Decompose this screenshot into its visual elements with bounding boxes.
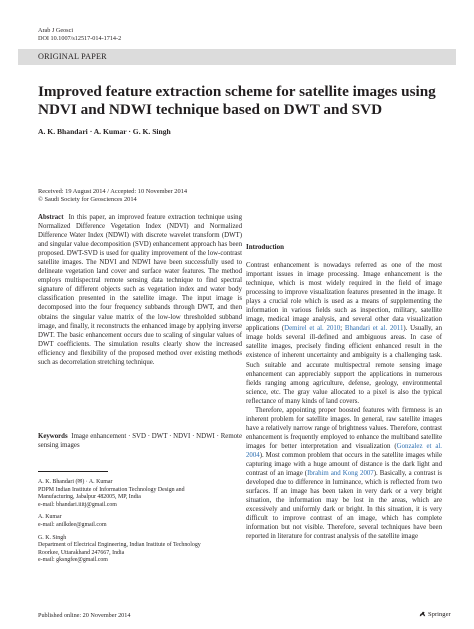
text-run: Therefore, appointing proper boosted features with firmness is an inherent problem for satellite images. In general, raw satellite images have a relatively narrow range of brightness values. Therefore, contrast enhancement is frequently employed to enhance the multiband satellite images for better interpretation and visualization ( — [246, 406, 442, 450]
keywords-label: Keywords — [38, 433, 68, 440]
keywords-text: Image enhancement · SVD · DWT · NDVI · NDWI · Remote sensing images — [38, 433, 243, 450]
affiliation-3-address: Roorkee, Uttarakhand 247667, India — [38, 549, 125, 556]
affiliation-1 — [38, 479, 242, 509]
article-type-banner — [18, 49, 456, 65]
affiliation-2-email: e-mail: anilkdee@gmail.com — [38, 521, 107, 528]
abstract-label: Abstract — [38, 214, 64, 221]
citation-link[interactable]: Demirel et al. 2010 — [284, 325, 341, 333]
keywords — [38, 432, 242, 450]
footnote-divider — [38, 471, 108, 472]
citation-link[interactable]: Bhandari et al. 2011 — [344, 325, 404, 333]
affiliation-1-names: A. K. Bhandari (✉) · A. Kumar — [38, 479, 113, 485]
abstract — [38, 213, 242, 367]
affiliation-3 — [38, 535, 242, 565]
affiliations — [38, 479, 242, 570]
affiliation-1-institute: PDPM Indian Institute of Information Technology Design and — [38, 486, 185, 493]
affiliation-1-address: Manufacturing, Jabalpur 482005, MP, India — [38, 494, 141, 501]
text-run: Contrast enhancement is nowadays referred as one of the most important issues in image processing. Image enhancement is the technique, which is most widely required in the field of image processing to improve visualization features presented in the image. It plays a crucial role which is used as a means of supplementing the information in various fields such as inspection, military, satellite image, medical image analysis, and several other data visualization applications ( — [246, 262, 442, 333]
doi: DOI 10.1007/s12517-014-1714-2 — [38, 35, 122, 42]
springer-horse-icon — [419, 611, 426, 617]
text-run: ). Usually, an image holds several ill-defined and ambiguous areas. In case of satellite images, precisely finding efficient enhanced result in the existence of inherent uncertainty and ambiguity is a challenging task. Such suitable and accurate multispectral remote sensing image enhancement can appreciably support the applications in numerous fields ranging among agriculture, defense, geology, environmental science, etc. The gray value allocated to a pixel is also the typical reflectance of many kinds of land covers. — [246, 325, 442, 405]
publisher-name: Springer — [428, 611, 451, 618]
journal-header — [38, 27, 121, 43]
affiliation-3-department: Department of Electrical Engineering, Indian Institute of Technology — [38, 542, 201, 549]
citation-link[interactable]: Ibrahim and Kong 2007 — [307, 470, 374, 478]
author-list: A. K. Bhandari · A. Kumar · G. K. Singh — [38, 127, 171, 136]
affiliation-2-name: A. Kumar — [38, 514, 62, 521]
text-run: ; — [340, 325, 345, 333]
introduction-heading: Introduction — [246, 243, 284, 251]
received-accepted: Received: 19 August 2014 / Accepted: 10 November 2014 — [38, 188, 188, 195]
introduction-body — [246, 261, 442, 541]
affiliation-1-email: e-mail: bhandari.iiitj@gmail.com — [38, 501, 117, 508]
article-type-label: ORIGINAL PAPER — [38, 52, 107, 61]
paper-title: Improved feature extraction scheme for satellite images using NDVI and NDWI technique based on DWT and SVD — [38, 83, 436, 118]
publication-dates — [38, 188, 187, 205]
citation-link[interactable]: Gonzalez et al. 2004 — [246, 442, 442, 459]
affiliation-2 — [38, 514, 242, 529]
introduction-paragraph-2 — [246, 406, 442, 542]
affiliation-3-email: e-mail: gksngfee@gmail.com — [38, 557, 108, 564]
text-run: ). Most common problem that occurs in the satellite images while capturing image with a huge amount of distance is the dark light and contrast of an image ( — [246, 451, 442, 478]
introduction-paragraph-1 — [246, 261, 442, 406]
text-run: ). Basically, a contrast is developed due to difference in luminance, which is reflected from two surfaces. If an image has been taken in very dark or a very bright situation, the information may be lost in the areas, which are excessively and uniformly dark or bright. In this situation, it is very difficult to improve contrast of an image, which has complete information but not visible. Therefore, several techniques have been reported in literature for contrast analysis of the satellite image — [246, 470, 442, 541]
journal-name: Arab J Geosci — [38, 27, 74, 34]
copyright: © Saudi Society for Geosciences 2014 — [38, 196, 137, 204]
abstract-text: In this paper, an improved feature extraction technique using Normalized Difference Vegetation Index (NDVI) and Normalized Difference Water Index (NDWI) with discrete wavelet transform (DWT) and singular value decomposition (SVD) enhancement approach has been proposed. DWT-SVD is used for quality improvement of the low-contrast satellite images. The NDVI and NDWI have been successfully used to delineate vegetation land cover and surface water features. The method employs multispectral remote sensing data technique to find spectral signature of different objects such as vegetation index and water body classification presented in the satellite image. The input image is decomposed into the four frequency subbands through DWT, and then obtains the singular value matrix of the low-low thresholded subband image, and finally, it reconstructs the enhanced image by applying inverse DWT. The basic enhancement occurs due to scaling of singular values of DWT coefficients. The simulation results clearly show the increased efficiency and flexibility of the proposed method over existing methods such as decorrelation stretching technique. — [38, 214, 243, 366]
publisher-logo — [419, 611, 451, 618]
affiliation-3-name: G. K. Singh — [38, 534, 67, 541]
published-online: Published online: 20 November 2014 — [38, 612, 131, 619]
